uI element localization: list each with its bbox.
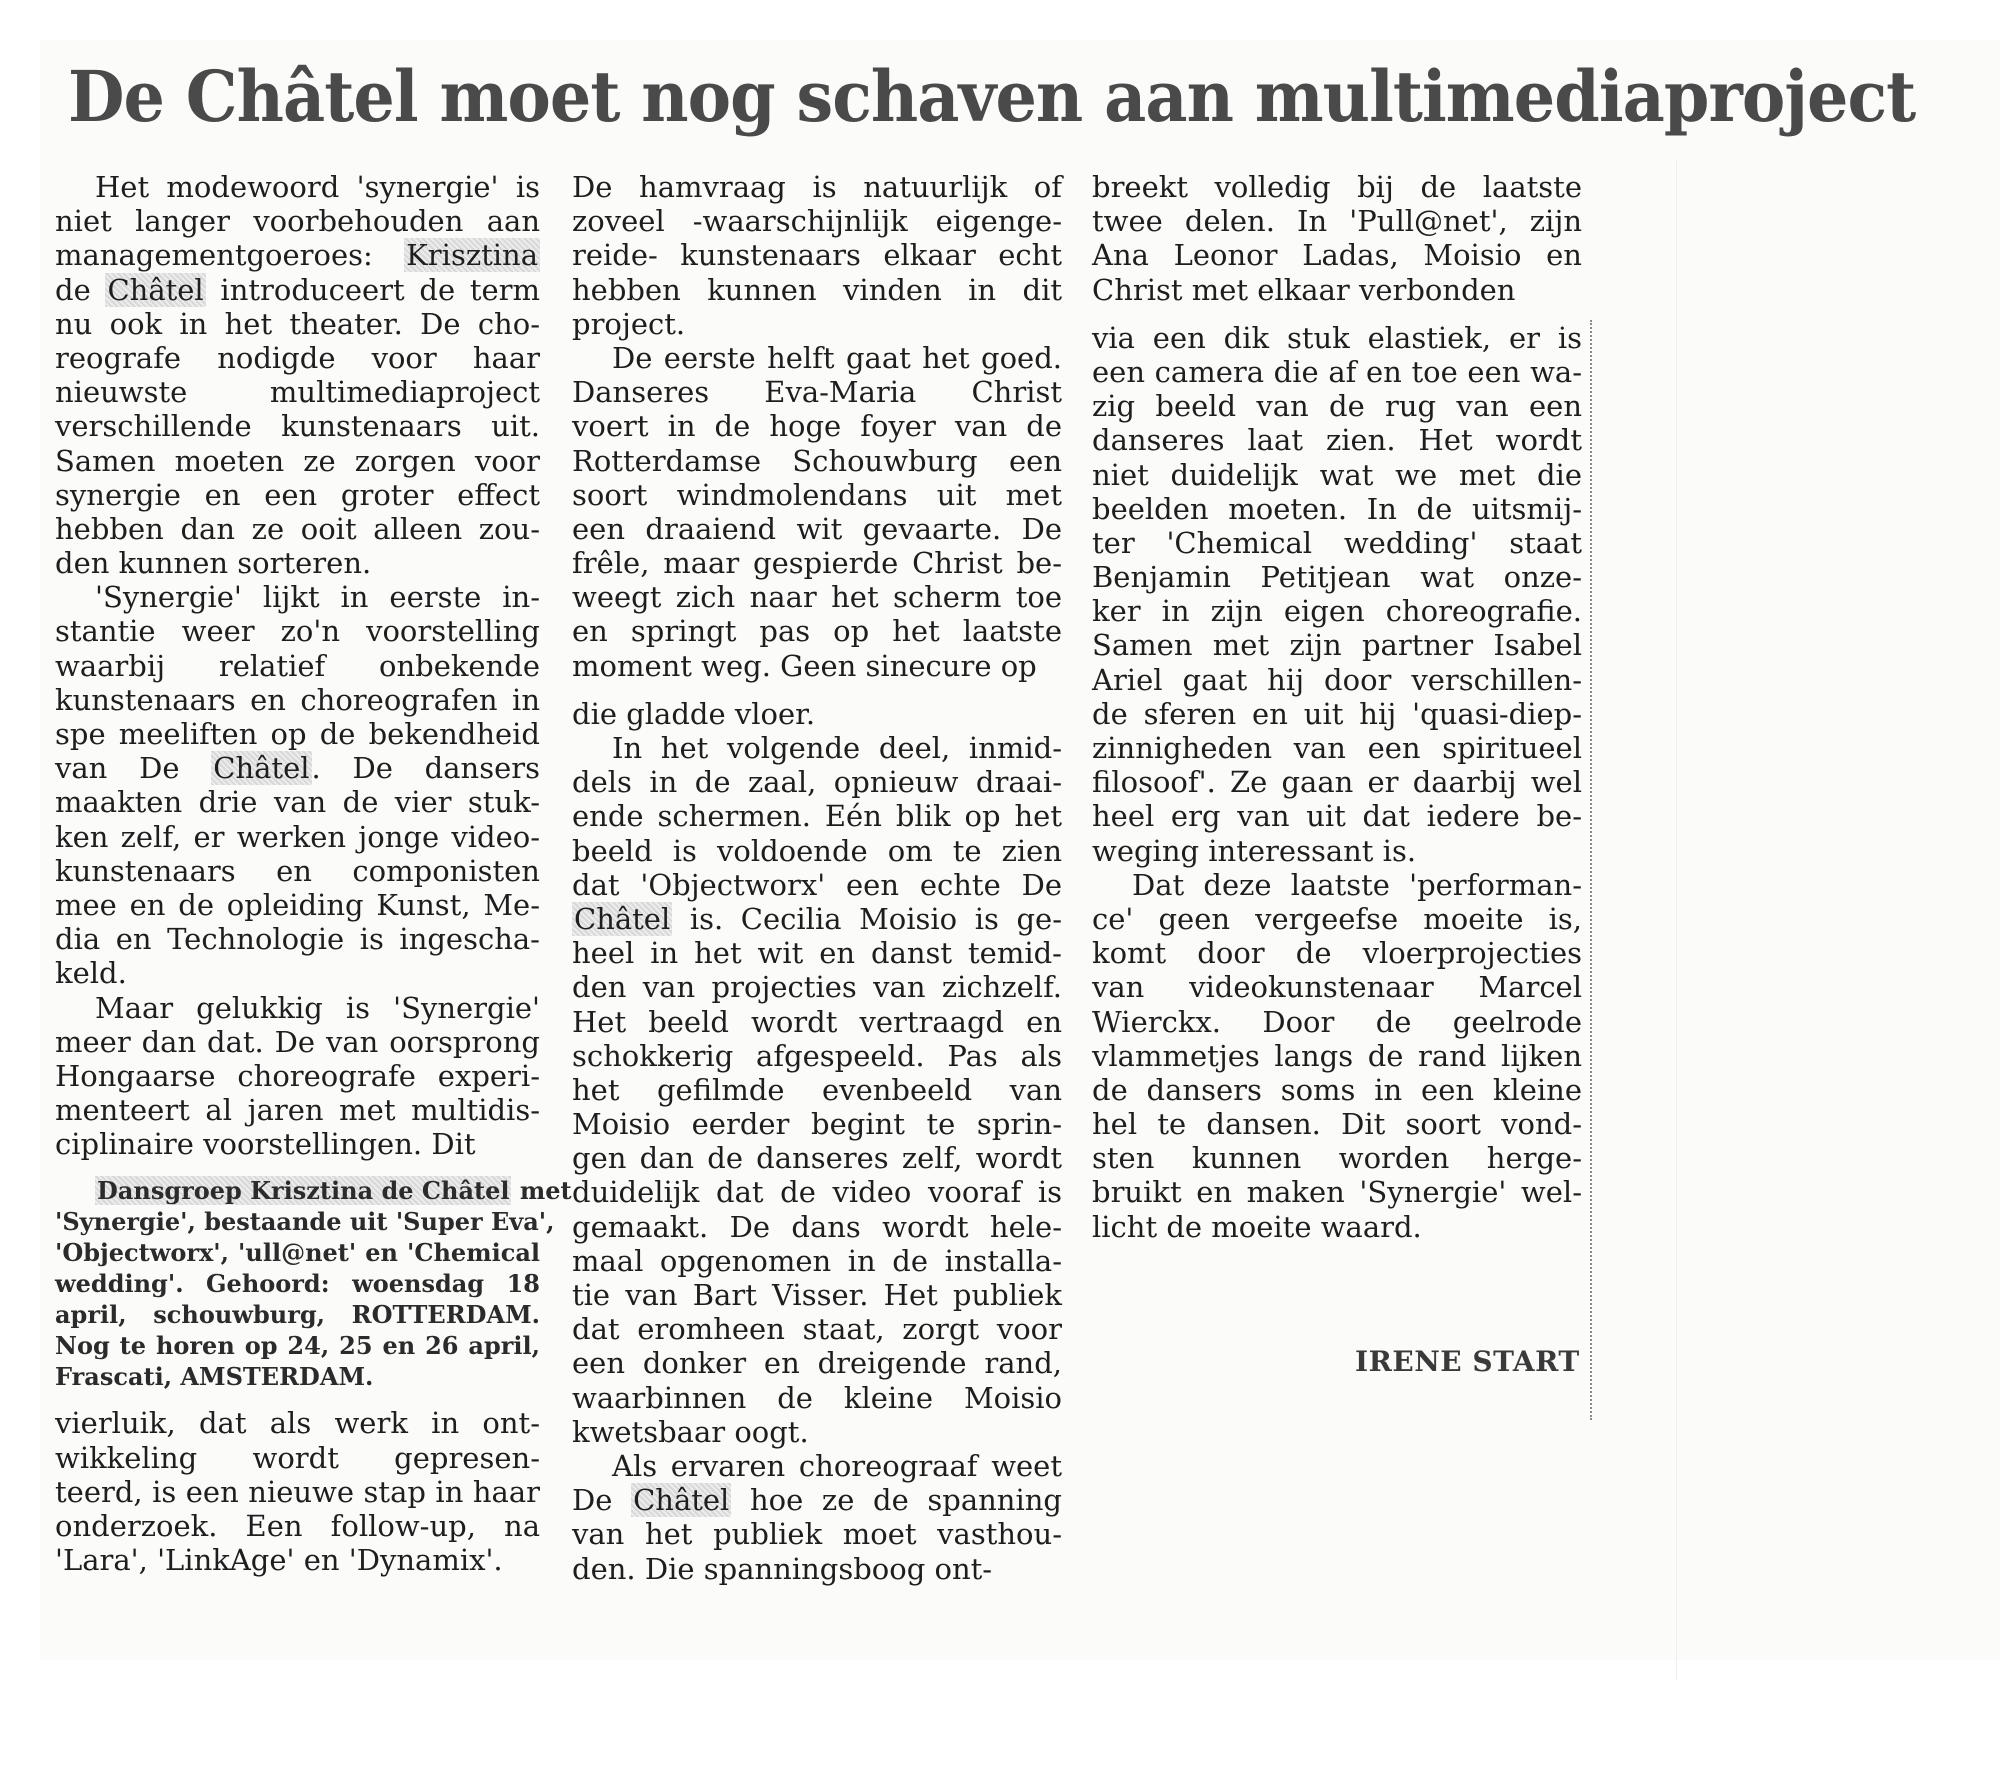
- text-line: het gefilmde evenbeeld van: [572, 1072, 1062, 1107]
- text-line: van videokunstenaar Marcel: [1092, 970, 1582, 1005]
- text-line: beeld is voldoende om te zien: [572, 833, 1062, 868]
- text-line: licht de moeite waard.: [1092, 1209, 1422, 1244]
- text-line: In het volgende deel, inmid-: [612, 731, 1062, 765]
- paragraph: [572, 697, 1062, 731]
- text-line: vlammetjes langs de rand lijken: [1092, 1038, 1582, 1073]
- paragraph: [55, 580, 540, 990]
- text-line: kunstenaars en choreografen in: [55, 682, 540, 717]
- text-line: kwetsbaar oogt.: [572, 1414, 809, 1449]
- byline: IRENE START: [1355, 1345, 1580, 1378]
- text-line: gen dan de danseres zelf, wordt: [572, 1141, 1062, 1176]
- text-line: waarbinnen de kleine Moisio: [572, 1380, 1062, 1415]
- text-line: stantie weer zo'n voorstelling: [55, 614, 540, 649]
- column-3: [1092, 170, 1582, 1244]
- text-line: Christ met elkaar verbonden: [1092, 272, 1516, 307]
- text-line: ciplinaire voorstellingen. Dit: [55, 1127, 476, 1162]
- text-line: Als ervaren choreograaf weet: [612, 1448, 1062, 1483]
- block-gap: [55, 1392, 540, 1406]
- text-line: verschillende kunstenaars uit.: [55, 409, 540, 444]
- text-line: wedding'. Gehoord: woensdag 18: [55, 1269, 540, 1299]
- text-line: Ana Leonor Ladas, Moisio en: [1092, 238, 1582, 273]
- text-line: onderzoek. Een follow-up, na: [55, 1509, 540, 1543]
- text-line: twee delen. In 'Pull@net', zijn: [1092, 204, 1582, 239]
- text-line: dia en Technologie is ingescha-: [55, 922, 540, 957]
- text-line: via een dik stuk elastiek, er is: [1092, 320, 1582, 355]
- text-line: gemaakt. De dans wordt hele-: [572, 1209, 1062, 1244]
- text-line: nieuwste multimediaproject: [55, 375, 540, 410]
- text-line: dat eromheen staat, zorgt voor: [572, 1312, 1062, 1347]
- performance-info: [55, 1175, 572, 1392]
- clipping-edge: [1676, 160, 1677, 1680]
- block-gap: [572, 683, 1062, 697]
- column-2: [572, 170, 1062, 1586]
- text-line: Dat deze laatste 'performan-: [1132, 867, 1582, 902]
- text-line: niet duidelijk wat we met die: [1092, 457, 1582, 492]
- text-line: Moisio eerder begint te sprin-: [572, 1107, 1062, 1142]
- text-line: duidelijk dat de video vooraf is: [572, 1175, 1062, 1210]
- text-line: Nog te horen op 24, 25 en 26 april,: [55, 1331, 540, 1361]
- text-line: ker in zijn eigen choreografie.: [1092, 594, 1582, 629]
- text-line: den van projecties van zichzelf.: [572, 970, 1062, 1005]
- text-line: zoveel -waarschijnlijk eigenge-: [572, 204, 1062, 239]
- text-line: mee en de opleiding Kunst, Me-: [55, 887, 540, 922]
- text-line: Wierckx. Door de geelrode: [1092, 1004, 1582, 1039]
- text-line: reografe nodigde voor haar: [55, 340, 540, 375]
- paragraph: [1092, 170, 1582, 307]
- text-line: waarbij relatief onbekende: [55, 648, 540, 683]
- text-line: frêle, maar gespierde Christ be-: [572, 546, 1062, 581]
- text-line: wikkeling wordt gepresen-: [55, 1440, 540, 1475]
- text-line: Samen met zijn partner Isabel: [1092, 628, 1582, 663]
- text-line: 'Synergie', bestaande uit 'Super Eva',: [55, 1207, 555, 1237]
- text-line: Benjamin Petitjean wat onze-: [1092, 560, 1582, 595]
- text-line: hebben kunnen vinden in dit: [572, 272, 1062, 307]
- text-line: Rotterdamse Schouwburg een: [572, 443, 1062, 478]
- paragraph: [572, 341, 1062, 683]
- text-line: hebben dan ze ooit alleen zou-: [55, 511, 540, 546]
- column-1: [55, 170, 572, 1578]
- text-line: De eerste helft gaat het goed.: [612, 340, 1062, 375]
- text-line: hel te dansen. Dit soort vond-: [1092, 1107, 1582, 1142]
- block-gap: [1092, 307, 1582, 321]
- paragraph: [572, 170, 1062, 341]
- text-line: vierluik, dat als werk in ont-: [55, 1406, 540, 1441]
- text-line: ende schermen. Eén blik op het: [572, 799, 1062, 834]
- text-line: Danseres Eva-Maria Christ: [572, 375, 1062, 410]
- text-line: De Châtel hoe ze de spanning: [572, 1483, 1062, 1518]
- text-line: komt door de vloerprojecties: [1092, 936, 1582, 971]
- text-line: dat 'Objectworx' een echte De: [572, 867, 1062, 902]
- paragraph: [55, 170, 540, 580]
- text-line: een draaiend wit gevaarte. De: [572, 511, 1062, 546]
- text-line: danseres laat zien. Het wordt: [1092, 423, 1582, 458]
- text-line: niet langer voorbehouden aan: [55, 204, 540, 239]
- text-line: een camera die af en toe een wa-: [1092, 354, 1582, 389]
- text-line: 'Synergie' lijkt in eerste in-: [95, 580, 540, 615]
- text-line: teerd, is een nieuwe stap in haar: [55, 1474, 540, 1509]
- highlight: Châtel: [213, 751, 310, 786]
- text-line: ter 'Chemical wedding' staat: [1092, 525, 1582, 560]
- text-line: maal opgenomen in de installa-: [572, 1243, 1062, 1278]
- text-line: den. Die spanningsboog ont-: [572, 1551, 993, 1586]
- text-line: ce' geen vergeefse moeite is,: [1092, 901, 1582, 936]
- paragraph: [572, 1449, 1062, 1586]
- text-line: van het publiek moet vasthou-: [572, 1517, 1062, 1552]
- text-line: heel in het wit en danst temid-: [572, 936, 1062, 971]
- text-line: kunstenaars en componisten: [55, 853, 540, 888]
- text-line: menteert al jaren met multidis-: [55, 1093, 540, 1128]
- text-line: keld.: [55, 956, 127, 991]
- text-line: soort windmolendans uit met: [572, 477, 1062, 512]
- text-line: weging interessant is.: [1092, 833, 1417, 868]
- text-line: de Châtel introduceert de term: [55, 272, 541, 307]
- text-line: project.: [572, 306, 686, 341]
- text-line: Hongaarse choreografe experi-: [55, 1058, 540, 1093]
- text-line: 'Lara', 'LinkAge' en 'Dynamix'.: [55, 1543, 503, 1578]
- text-line: ken zelf, er werken jonge video-: [55, 819, 540, 854]
- text-line: zig beeld van de rug van een: [1092, 389, 1582, 424]
- text-line: den kunnen sorteren.: [55, 546, 372, 581]
- text-line: weegt zich naar het scherm toe: [572, 580, 1062, 615]
- highlight: Châtel: [633, 1483, 730, 1518]
- paragraph: [1092, 321, 1582, 868]
- text-line: voert in de hoge foyer van de: [572, 409, 1062, 444]
- text-line: schokkerig afgespeeld. Pas als: [572, 1038, 1062, 1073]
- cut-line: [1590, 320, 1592, 1420]
- headline: De Châtel moet nog schaven aan multimediaproject: [68, 55, 1916, 138]
- highlight: Dansgroep Krisztina de Châtel: [97, 1176, 510, 1206]
- paragraph: [55, 1406, 540, 1577]
- text-line: spe meeliften op de bekendheid: [55, 717, 540, 751]
- text-line: en springt pas op het laatste: [572, 614, 1062, 649]
- paragraph: [572, 731, 1062, 1449]
- text-line: maakten drie van de vier stuk-: [55, 785, 540, 820]
- text-line: meer dan dat. De van oorsprong: [55, 1024, 540, 1059]
- text-line: een donker en dreigende rand,: [572, 1346, 1062, 1381]
- block-gap: [55, 1161, 540, 1175]
- text-line: reide- kunstenaars elkaar echt: [572, 238, 1062, 273]
- text-line: de dansers soms in een kleine: [1092, 1072, 1582, 1107]
- text-line: filosoof'. Ze gaan er daarbij wel: [1092, 765, 1582, 800]
- text-line: van De Châtel. De dansers: [55, 751, 540, 786]
- text-line: Samen moeten ze zorgen voor: [55, 443, 540, 478]
- text-line: die gladde vloer.: [572, 696, 816, 731]
- text-line: nu ook in het theater. De cho-: [55, 306, 540, 341]
- text-line: bruikt en maken 'Synergie' wel-: [1092, 1175, 1582, 1210]
- highlight: Châtel: [107, 272, 204, 307]
- text-line: managementgoeroes: Krisztina: [55, 238, 538, 273]
- text-line: Ariel gaat hij door verschillen-: [1092, 662, 1582, 697]
- text-line: moment weg. Geen sinecure op: [572, 648, 1037, 683]
- text-line: Het beeld wordt vertraagd en: [572, 1004, 1062, 1039]
- text-line: De hamvraag is natuurlijk of: [572, 170, 1062, 204]
- text-line: de sferen en uit hij 'quasi-diep-: [1092, 696, 1582, 731]
- text-line: april, schouwburg, ROTTERDAM.: [55, 1300, 540, 1330]
- text-line: sten kunnen worden herge-: [1092, 1141, 1582, 1176]
- text-line: zinnigheden van een spiritueel: [1092, 731, 1582, 765]
- highlight: Châtel: [574, 901, 671, 936]
- text-line: breekt volledig bij de laatste: [1092, 170, 1582, 204]
- text-line: Dansgroep Krisztina de Châtel met: [97, 1176, 572, 1206]
- text-line: tie van Bart Visser. Het publiek: [572, 1278, 1062, 1312]
- paragraph: [1092, 868, 1582, 1244]
- text-line: Het modewoord 'synergie' is: [95, 170, 540, 204]
- text-line: dels in de zaal, opnieuw draai-: [572, 765, 1062, 800]
- paragraph: [55, 991, 540, 1162]
- text-line: synergie en een groter effect: [55, 477, 540, 512]
- text-line: beelden moeten. In de uitsmij-: [1092, 491, 1582, 526]
- highlight: Krisztina: [406, 238, 538, 273]
- text-line: heel erg van uit dat iedere be-: [1092, 799, 1582, 834]
- text-line: 'Objectworx', 'ull@net' en 'Chemical: [55, 1238, 540, 1268]
- text-line: Châtel is. Cecilia Moisio is ge-: [574, 901, 1062, 936]
- text-line: Maar gelukkig is 'Synergie': [95, 990, 540, 1025]
- text-line: Frascati, AMSTERDAM.: [55, 1362, 374, 1392]
